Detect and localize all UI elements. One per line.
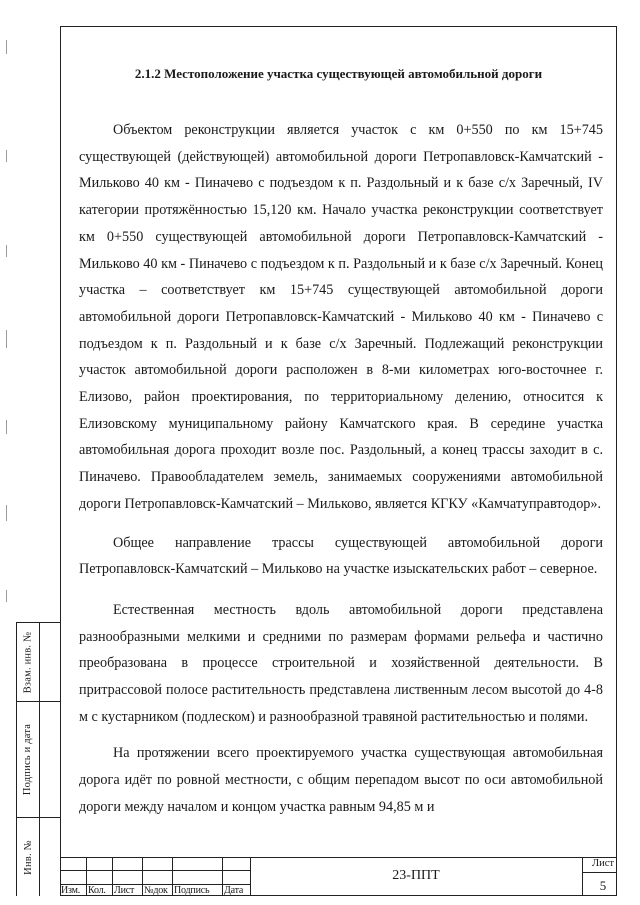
page-edge-mark <box>6 330 7 348</box>
side-stamp-strip <box>16 622 60 896</box>
side-stamp-inv-label: Инв. № <box>22 839 34 875</box>
title-block-line <box>86 858 87 896</box>
page-edge-mark <box>6 40 7 54</box>
page-edge-mark <box>6 420 7 434</box>
side-stamp-vzam <box>17 623 39 701</box>
side-stamp-vzam-label: Взам. инв. № <box>22 631 34 693</box>
title-block-line <box>582 872 617 873</box>
sheet-label: Лист <box>592 858 614 869</box>
title-block-line <box>582 858 583 896</box>
body-text <box>79 117 603 821</box>
title-block-col-ndok: №док <box>144 885 168 896</box>
page-edge-mark <box>6 505 7 521</box>
title-block <box>60 857 617 896</box>
side-stamp-podpis-label: Подпись и дата <box>22 723 34 795</box>
side-stamp-inv <box>17 817 39 897</box>
paragraph-terrain: Естественная местность вдоль автомобильной дороги представлена разнообразными мелкими и средними по размерам формами рельефа и частично преобразована в процессе строительной и хозяйственной деятельности. В притрассовой полосе растительность представлена лиственным лесом высотой до 4-8 м с кустарником (подлеском) и разнообразной травяной растительностью и полями. <box>79 601 603 725</box>
page-edge-mark <box>6 590 7 602</box>
document-code: 23-ППТ <box>392 868 440 883</box>
title-block-col-kol: Кол. <box>88 885 106 896</box>
page-edge-mark <box>6 245 7 257</box>
title-block-col-izm: Изм. <box>61 885 81 896</box>
title-block-col-data: Дата <box>224 885 244 896</box>
side-stamp-podpis <box>17 701 39 817</box>
paragraph-location: Объектом реконструкции является участок с км 0+550 по км 15+745 существующей (действующей) автомобильной дороги Петропавловск-Камчатский - Мильково 40 км - Пиначево с подъездом к п. Раздольный и к базе с/х Заречный, IV категории протяжённостью 15,120 км. Начало участка реконструкции соответствует км 0+550 существующей автомобильной дороги Петропавловск-Камчатский - Мильково 40 км - Пиначево с подъездом к п. Раздольный и к базе с/х Заречный. Конец участка – соответствует км 15+745 существующей автомобильной дороги автомобильной дороги Петропавловск-Камчатский - Мильково 40 км - Пиначево с подъездом к п. Раздольный и к базе с/х Заречный. Подлежащий реконструкции участок автомобильной дороги расположен в 8-ми километрах юго-восточнее г. Елизово, район проектирования, по территориальному делению, относится к Елизовскому муниципальному району Камчатского края. В середине участка автомобильная дорога проходит возле пос. Раздольный, а конец трассы заходит в с. Пиначево. Правообладателем земель, занимаемых сооружениями автомобильной дороги Петропавловск-Камчатский – Мильково, является КГКУ «Камчатуправтодор». <box>79 122 603 512</box>
page-edge-mark <box>6 150 7 162</box>
title-block-line <box>172 858 173 896</box>
paragraph-relief: На протяжении всего проектируемого участка существующая автомобильная дорога идёт по ровной местности, с общим перепадом высот по оси автомобильной дороги между началом и концом участка равным 94,85 м и <box>79 745 603 815</box>
title-block-col-list: Лист <box>114 885 135 896</box>
title-block-line <box>222 858 223 896</box>
title-block-line <box>142 858 143 896</box>
sheet-number: 5 <box>599 878 607 893</box>
title-block-line <box>112 858 113 896</box>
section-heading: 2.1.2 Местоположение участка существующей автомобильной дороги <box>134 66 543 81</box>
paragraph-direction: Общее направление трассы существующей автомобильной дороги Петропавловск-Камчатский – Мильково на участке изыскательских работ – северное. <box>79 534 603 578</box>
title-block-col-podpis: Подпись <box>174 885 210 896</box>
